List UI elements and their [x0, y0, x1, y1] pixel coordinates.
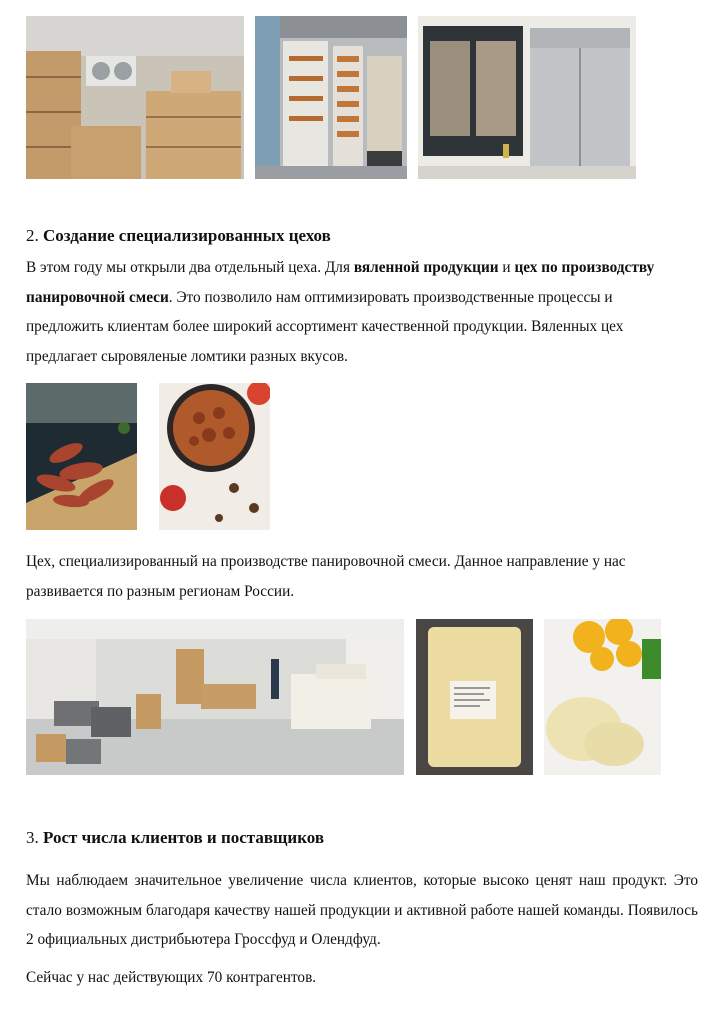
photo-drying-racks — [255, 16, 407, 179]
paragraph-text: Мы наблюдаем значительное увеличение числа клиентов, которые высоко ценят наш продукт. Это стало возможным благодаря качеству нашей продукции и активной работе нашей команды. Появилось 2 официальных дистрибьютера Гроссфуд и Олендфуд. — [26, 872, 698, 948]
paragraph-text: . Это позволило нам оптимизировать производственные процессы и предложить клиентам более широкий ассортимент качественной продукции. Вяленных цех предлагает сыровяленые ломтики разных вкусов. — [26, 288, 624, 365]
photo-breading-workshop — [26, 619, 404, 775]
section-2-title: Создание специализированных цехов — [43, 226, 331, 245]
photo-jerky-bowl — [159, 383, 270, 530]
photo-cold-storage-boxes — [26, 16, 244, 179]
paragraph-bold-text: вяленной продукции — [353, 259, 499, 276]
section-3-title: Рост числа клиентов и поставщиков — [43, 828, 325, 847]
section-2-paragraph-2 — [26, 547, 700, 606]
section-2-heading — [26, 226, 331, 246]
section-2-paragraph — [26, 253, 692, 371]
paragraph-text: Сейчас у нас действующих 70 контрагентов. — [26, 969, 317, 986]
paragraph-text: и — [498, 259, 515, 276]
photo-refrigerators — [418, 16, 636, 179]
photo-breading-mix-bag — [416, 619, 533, 775]
paragraph-text: В этом году мы открыли два отдельный цеха. Для — [26, 259, 354, 276]
paragraph-text: Цех, специализированный на производстве панировочной смеси. Данное направление у нас развивается по разным регионам России. — [26, 553, 626, 600]
section-2-number: 2. — [26, 226, 39, 245]
section-3-paragraph-2 — [26, 963, 316, 993]
photo-breaded-product — [544, 619, 661, 775]
photo-jerky-board — [26, 383, 137, 530]
section-3-number: 3. — [26, 828, 39, 847]
section-3-heading — [26, 828, 324, 848]
paragraph-bold-text: цех по производству панировочной смеси — [26, 259, 655, 306]
section-3-paragraph — [26, 866, 698, 955]
